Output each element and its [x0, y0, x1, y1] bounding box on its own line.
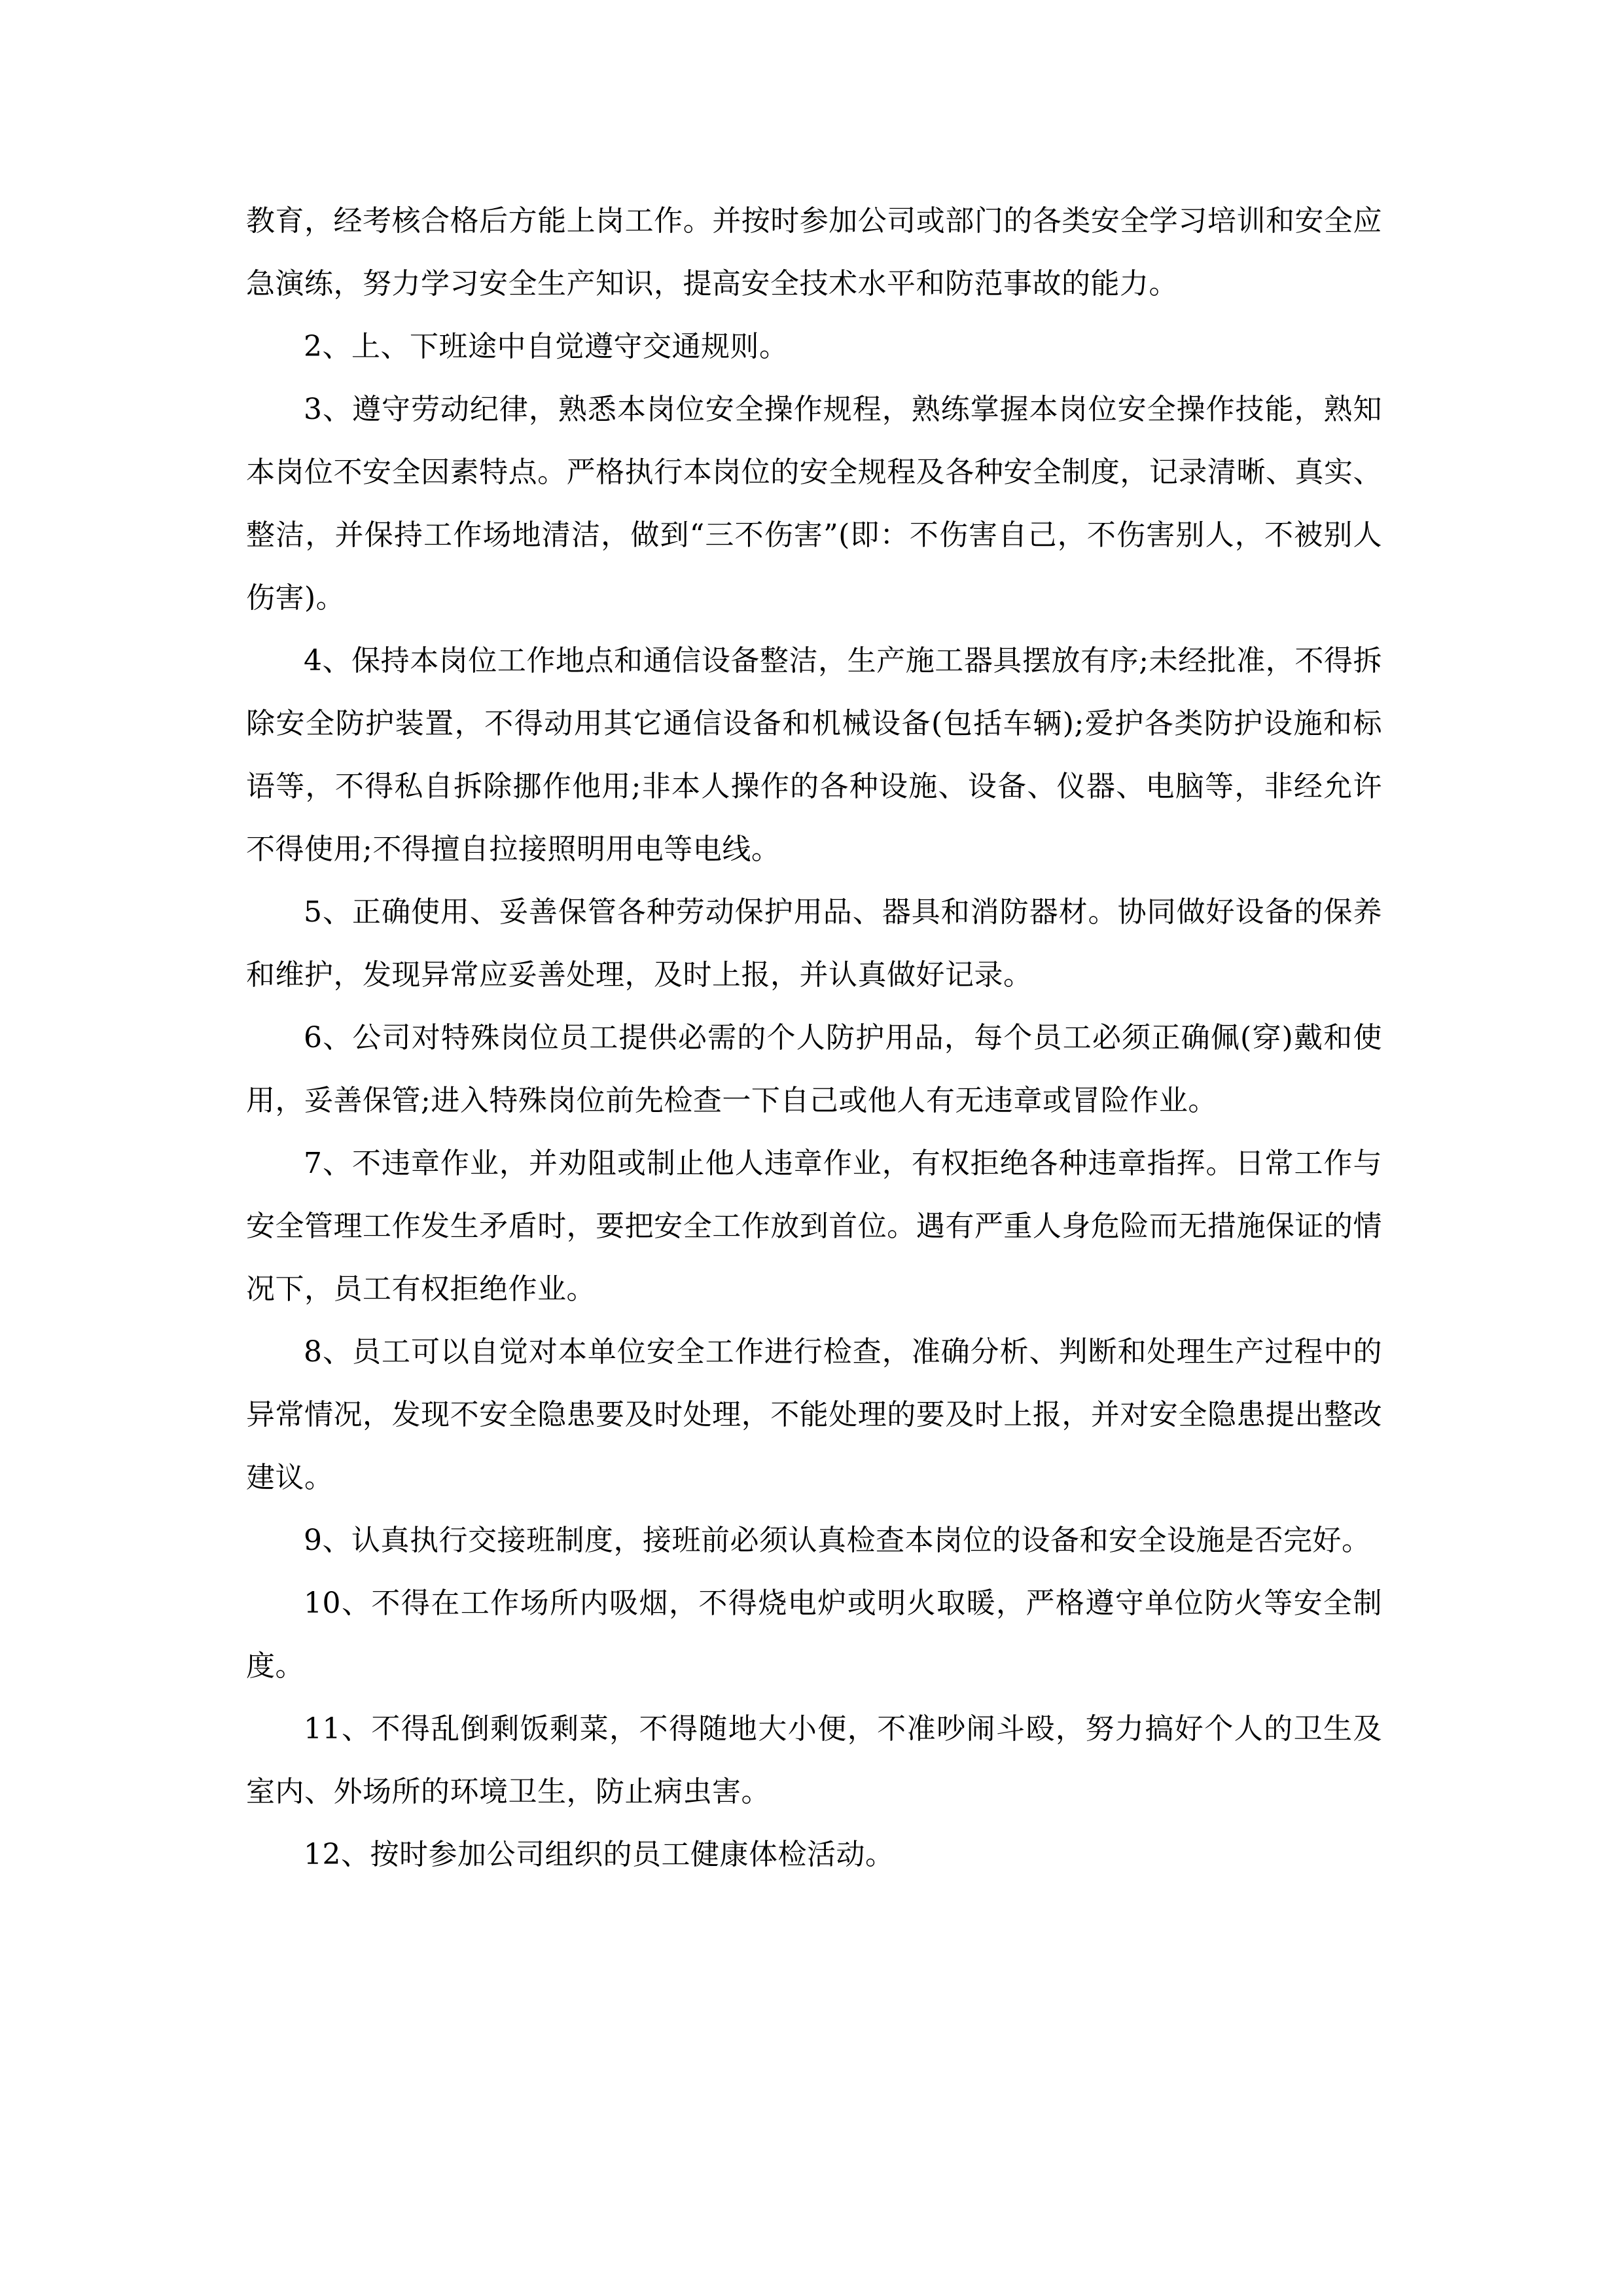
paragraph-item-4: 4、保持本岗位工作地点和通信设备整洁，生产施工器具摆放有序;未经批准，不得拆除安全防护装置，不得动用其它通信设备和机械设备(包括车辆);爱护各类防护设施和标语等，不得私自拆除挪作他用;非本人操作的各种设施、设备、仪器、电脑等，非经允许不得使用;不得擅自拉接照明用电等电线。	[246, 644, 1382, 866]
paragraph-item-9: 9、认真执行交接班制度，接班前必须认真检查本岗位的设备和安全设施是否完好。	[304, 1524, 1371, 1557]
paragraph-item-6: 6、公司对特殊岗位员工提供必需的个人防护用品，每个员工必须正确佩(穿)戴和使用，妥善保管;进入特殊岗位前先检查一下自己或他人有无违章或冒险作业。	[246, 1021, 1382, 1117]
paragraph-item-10: 10、不得在工作场所内吸烟，不得烧电炉或明火取暖，严格遵守单位防火等安全制度。	[246, 1587, 1382, 1683]
paragraph-item-5: 5、正确使用、妥善保管各种劳动保护用品、器具和消防器材。协同做好设备的保养和维护，发现异常应妥善处理，及时上报，并认真做好记录。	[246, 895, 1382, 992]
paragraph-item-3: 3、遵守劳动纪律，熟悉本岗位安全操作规程，熟练掌握本岗位安全操作技能，熟知本岗位不安全因素特点。严格执行本岗位的安全规程及各种安全制度，记录清晰、真实、整洁，并保持工作场地清洁，做到“三不伤害”(即：不伤害自己，不伤害别人，不被别人伤害)。	[246, 393, 1382, 615]
paragraph-item-8: 8、员工可以自觉对本单位安全工作进行检查，准确分析、判断和处理生产过程中的异常情况，发现不安全隐患要及时处理，不能处理的要及时上报，并对安全隐患提出整改建议。	[246, 1335, 1382, 1494]
paragraph-item-7: 7、不违章作业，并劝阻或制止他人违章作业，有权拒绝各种违章指挥。日常工作与安全管理工作发生矛盾时，要把安全工作放到首位。遇有严重人身危险而无措施保证的情况下，员工有权拒绝作业。	[246, 1147, 1382, 1306]
paragraph-item-12: 12、按时参加公司组织的员工健康体检活动。	[304, 1838, 895, 1871]
paragraph-item-2: 2、上、下班途中自觉遵守交通规则。	[304, 330, 789, 363]
paragraph-continued: 教育，经考核合格后方能上岗工作。并按时参加公司或部门的各类安全学习培训和安全应急演练，努力学习安全生产知识，提高安全技术水平和防范事故的能力。	[246, 204, 1382, 300]
paragraph-item-11: 11、不得乱倒剩饭剩菜，不得随地大小便，不准吵闹斗殴，努力搞好个人的卫生及室内、外场所的环境卫生，防止病虫害。	[246, 1712, 1382, 1808]
document-page	[246, 190, 1382, 1886]
